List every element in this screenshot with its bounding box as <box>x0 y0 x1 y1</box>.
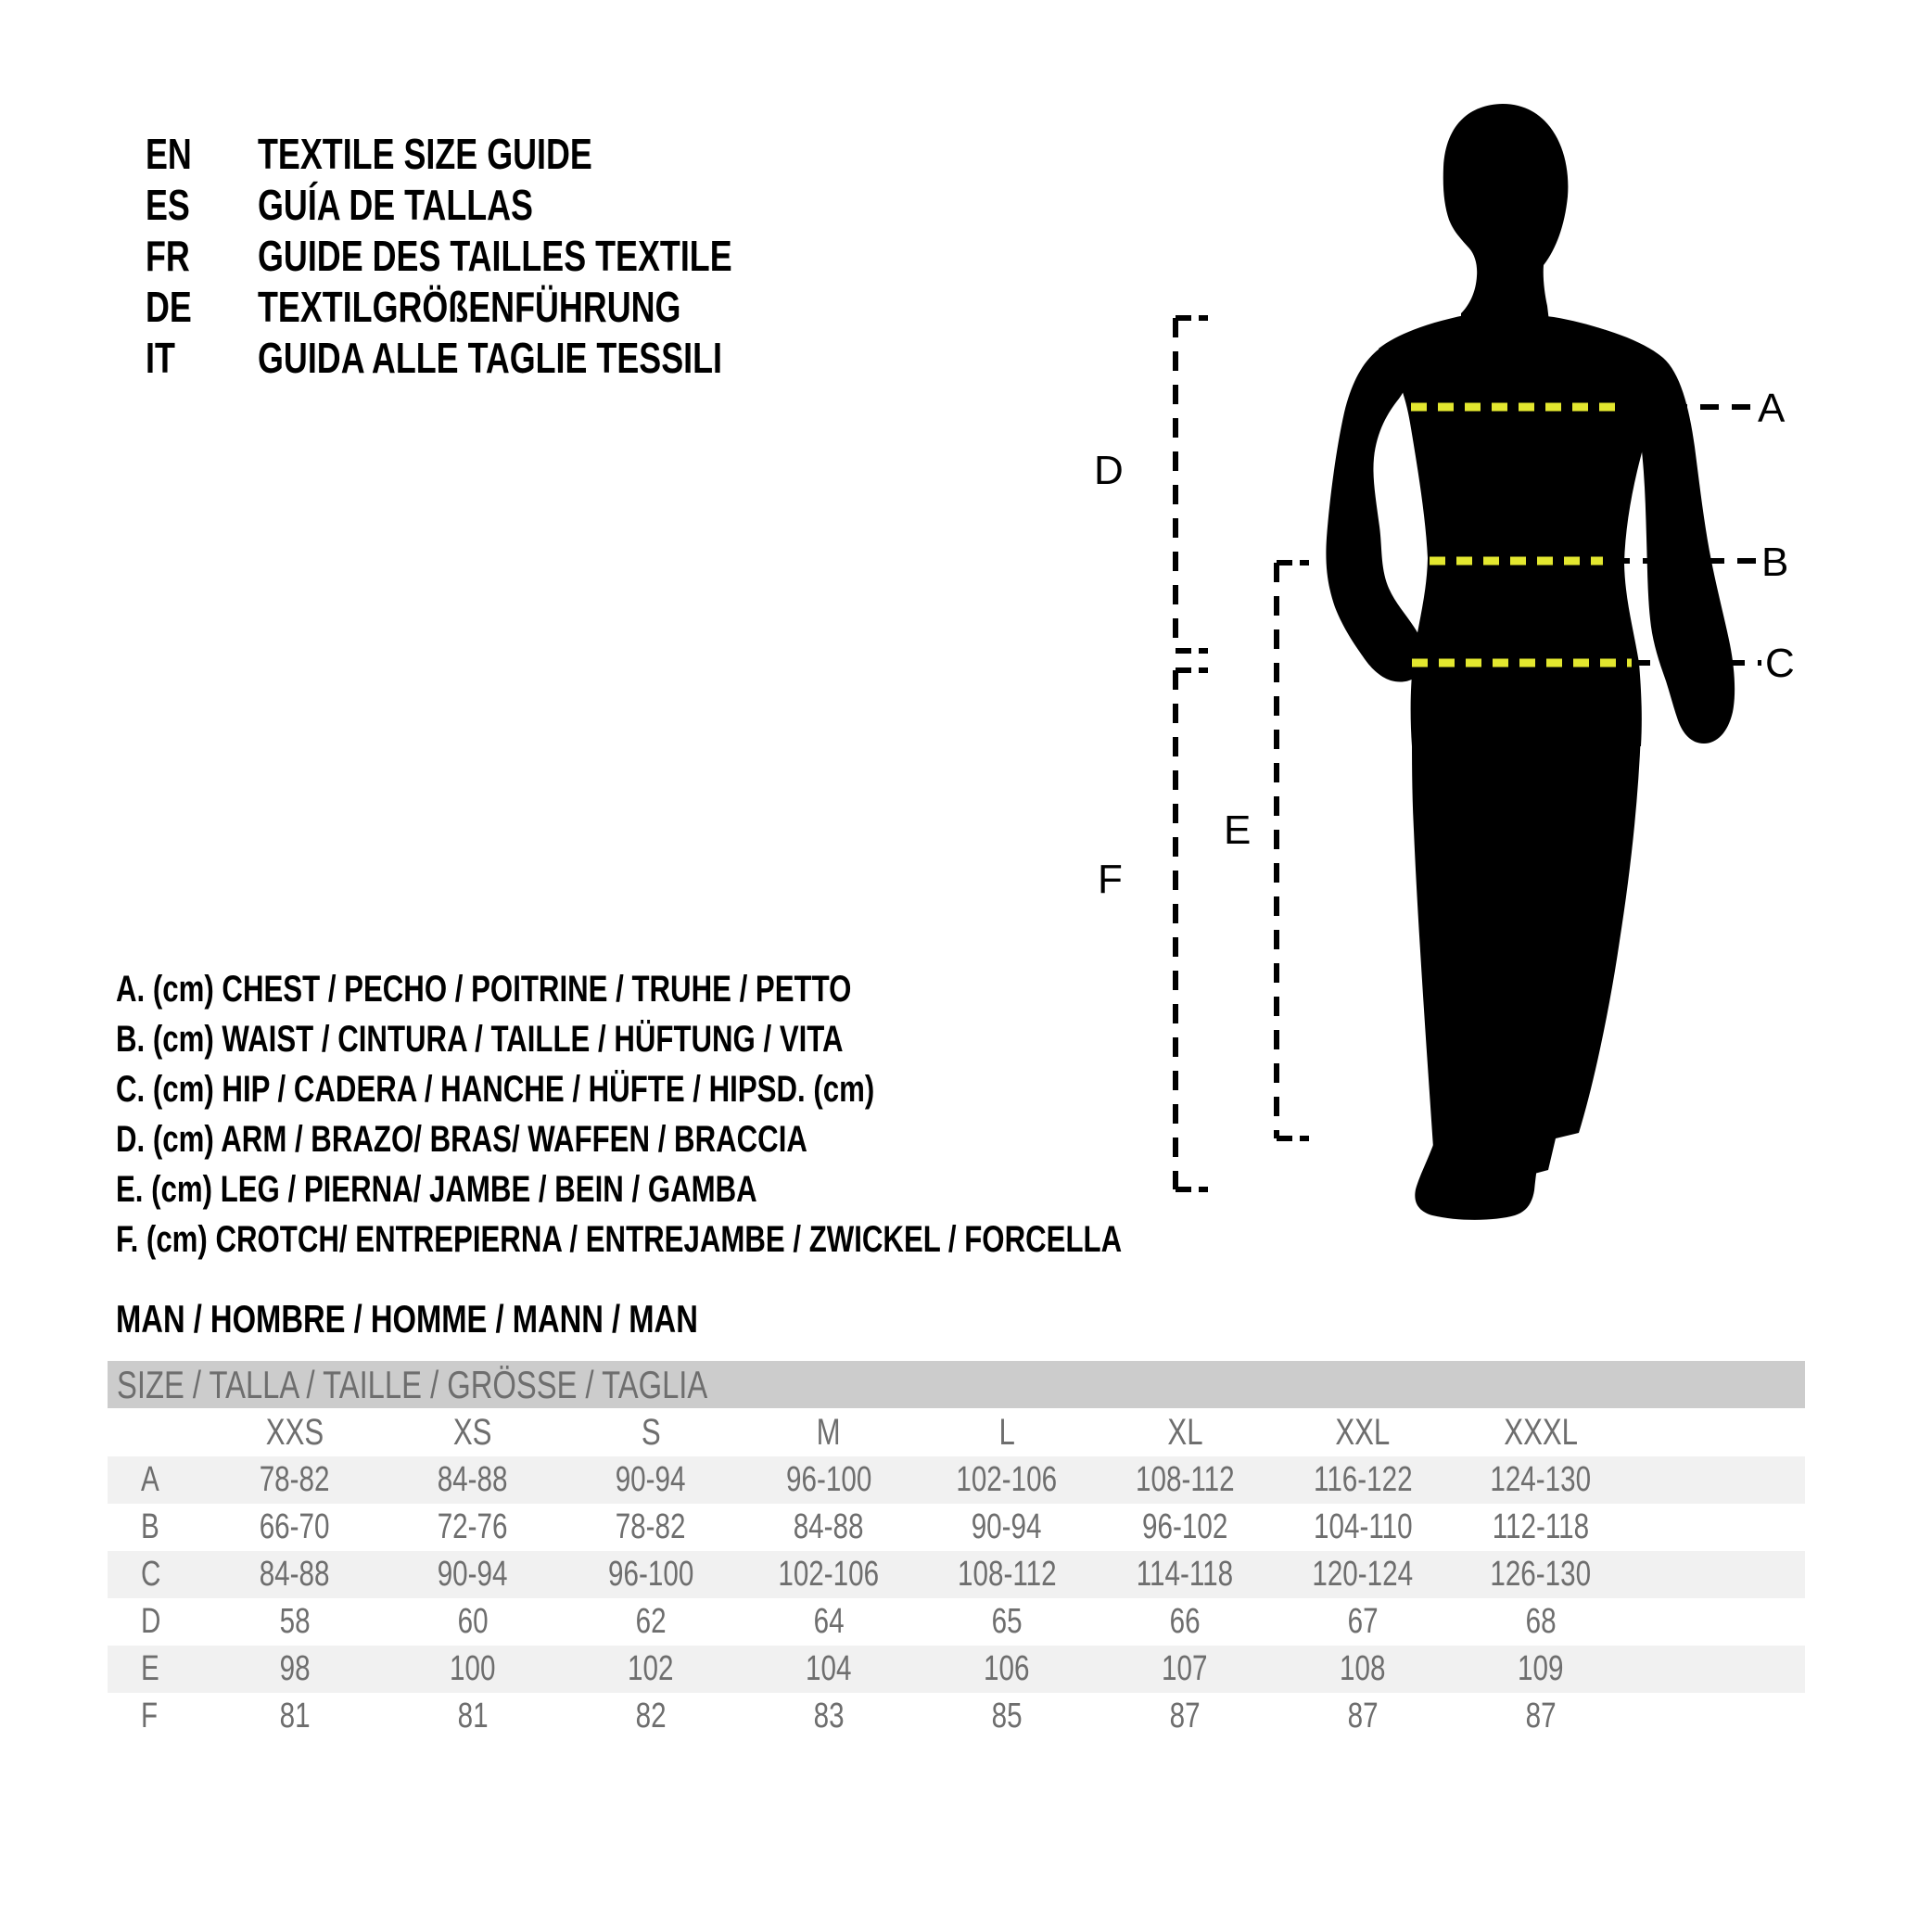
table-cell: 65 <box>991 1602 1023 1641</box>
legend-item-crotch: F. (cm) CROTCH/ ENTREPIERNA / ENTREJAMBE / ZWICKEL / FORCELLA <box>116 1218 1123 1260</box>
measurement-labels <box>1094 386 1795 902</box>
table-cell: 90-94 <box>616 1460 686 1499</box>
table-cell: 84-88 <box>260 1555 330 1594</box>
right-arm-silhouette <box>1544 317 1735 744</box>
table-cell: 84-88 <box>438 1460 508 1499</box>
table-cell: 126-130 <box>1490 1555 1592 1594</box>
guide-title-de: TEXTILGRÖßENFÜHRUNG <box>258 282 681 331</box>
table-row-arm <box>108 1598 1805 1646</box>
crotch-label: F <box>1098 857 1123 902</box>
guide-title-es: GUÍA DE TALLAS <box>258 180 533 229</box>
table-cell: 114-118 <box>1136 1555 1234 1594</box>
table-cell: 66-70 <box>260 1507 330 1546</box>
size-column-header-row <box>108 1408 1805 1456</box>
size-col-header: XXS <box>265 1411 324 1453</box>
size-col-header: M <box>816 1411 841 1453</box>
waist-label: B <box>1761 540 1789 585</box>
table-cell: 78-82 <box>616 1507 686 1546</box>
table-cell: 104-110 <box>1313 1507 1413 1546</box>
table-cell: 116-122 <box>1313 1460 1413 1499</box>
table-cell: 66 <box>1169 1602 1201 1641</box>
language-code: IT <box>146 333 175 382</box>
table-cell: 96-102 <box>1141 1507 1228 1546</box>
size-col-header: L <box>998 1411 1015 1453</box>
table-cell: 64 <box>813 1602 845 1641</box>
table-cell: 85 <box>991 1697 1023 1735</box>
language-code: DE <box>146 282 192 331</box>
table-cell: 102-106 <box>778 1555 880 1594</box>
head-silhouette <box>1443 104 1569 345</box>
guide-title-en: TEXTILE SIZE GUIDE <box>258 129 592 178</box>
table-cell: 87 <box>1525 1697 1557 1735</box>
left-arm-silhouette <box>1326 315 1474 682</box>
arm-label: D <box>1094 448 1124 493</box>
torso-silhouette <box>1379 312 1663 746</box>
table-cell: 112-118 <box>1492 1507 1590 1546</box>
language-code: ES <box>146 180 190 229</box>
size-table <box>108 1361 1805 1740</box>
language-code: FR <box>146 231 190 280</box>
language-code: EN <box>146 129 192 178</box>
language-title-block <box>146 128 866 383</box>
row-label: C <box>141 1555 161 1594</box>
legs-silhouette <box>1412 732 1641 1176</box>
table-cell: 108-112 <box>1135 1460 1235 1499</box>
row-label: E <box>141 1649 159 1688</box>
legend-item-hip: C. (cm) HIP / CADERA / HANCHE / HÜFTE / HIPSD. (cm) <box>116 1068 875 1110</box>
table-cell: 96-100 <box>785 1460 872 1499</box>
language-row-it <box>146 332 866 383</box>
language-row-en <box>146 128 866 179</box>
table-cell: 108-112 <box>957 1555 1057 1594</box>
table-cell: 120-124 <box>1312 1555 1414 1594</box>
table-cell: 87 <box>1169 1697 1201 1735</box>
table-cell: 90-94 <box>438 1555 508 1594</box>
size-table-header-bar <box>108 1361 1805 1408</box>
table-cell: 124-130 <box>1490 1460 1592 1499</box>
table-row-chest <box>108 1456 1805 1504</box>
shoe-silhouette <box>1415 1135 1543 1220</box>
leg-label: E <box>1224 807 1252 853</box>
table-cell: 102 <box>628 1649 674 1688</box>
chest-label: A <box>1758 386 1786 431</box>
table-row-hip <box>108 1551 1805 1598</box>
size-col-header: XXL <box>1335 1411 1391 1453</box>
row-label: F <box>141 1697 159 1735</box>
language-row-de <box>146 281 866 332</box>
table-cell: 102-106 <box>956 1460 1058 1499</box>
table-cell: 98 <box>279 1649 311 1688</box>
table-cell: 62 <box>635 1602 667 1641</box>
guide-title-it: GUIDA ALLE TAGLIE TESSILI <box>258 333 722 382</box>
size-col-header: S <box>641 1411 661 1453</box>
category-line: MAN / HOMBRE / HOMME / MANN / MAN <box>116 1297 698 1341</box>
table-cell: 100 <box>450 1649 496 1688</box>
table-cell: 68 <box>1525 1602 1557 1641</box>
measurement-legend <box>116 964 1405 1265</box>
size-col-header: XXXL <box>1504 1411 1578 1453</box>
guide-title-fr: GUIDE DES TAILLES TEXTILE <box>258 231 732 280</box>
table-cell: 58 <box>279 1602 311 1641</box>
size-table-title: SIZE / TALLA / TAILLE / GRÖSSE / TAGLIA <box>117 1362 708 1406</box>
hip-label: C <box>1765 641 1795 686</box>
table-row-leg <box>108 1646 1805 1693</box>
table-row-crotch <box>108 1693 1805 1740</box>
table-cell: 87 <box>1347 1697 1379 1735</box>
legend-item-chest: A. (cm) CHEST / PECHO / POITRINE / TRUHE / PETTO <box>116 968 852 1010</box>
row-label: A <box>141 1460 159 1499</box>
table-cell: 90-94 <box>972 1507 1042 1546</box>
table-cell: 84-88 <box>794 1507 864 1546</box>
table-cell: 78-82 <box>260 1460 330 1499</box>
size-col-header: XS <box>453 1411 492 1453</box>
table-cell: 96-100 <box>607 1555 694 1594</box>
legend-item-arm: D. (cm) ARM / BRAZO/ BRAS/ WAFFEN / BRACCIA <box>116 1118 807 1160</box>
table-cell: 83 <box>813 1697 845 1735</box>
row-label: D <box>141 1602 161 1641</box>
table-cell: 104 <box>806 1649 852 1688</box>
table-cell: 107 <box>1162 1649 1208 1688</box>
table-cell: 81 <box>279 1697 311 1735</box>
table-cell: 72-76 <box>438 1507 508 1546</box>
language-row-fr <box>146 230 866 281</box>
table-cell: 106 <box>984 1649 1030 1688</box>
size-col-header: XL <box>1166 1411 1203 1453</box>
table-cell: 109 <box>1518 1649 1564 1688</box>
legend-item-leg: E. (cm) LEG / PIERNA/ JAMBE / BEIN / GAMBA <box>116 1168 757 1210</box>
table-cell: 81 <box>457 1697 489 1735</box>
language-row-es <box>146 179 866 230</box>
table-cell: 82 <box>635 1697 667 1735</box>
table-cell: 108 <box>1340 1649 1386 1688</box>
table-cell: 67 <box>1347 1602 1379 1641</box>
table-cell: 60 <box>457 1602 489 1641</box>
table-row-waist <box>108 1504 1805 1551</box>
legend-item-waist: B. (cm) WAIST / CINTURA / TAILLE / HÜFTUNG / VITA <box>116 1018 844 1060</box>
row-label: B <box>141 1507 159 1546</box>
